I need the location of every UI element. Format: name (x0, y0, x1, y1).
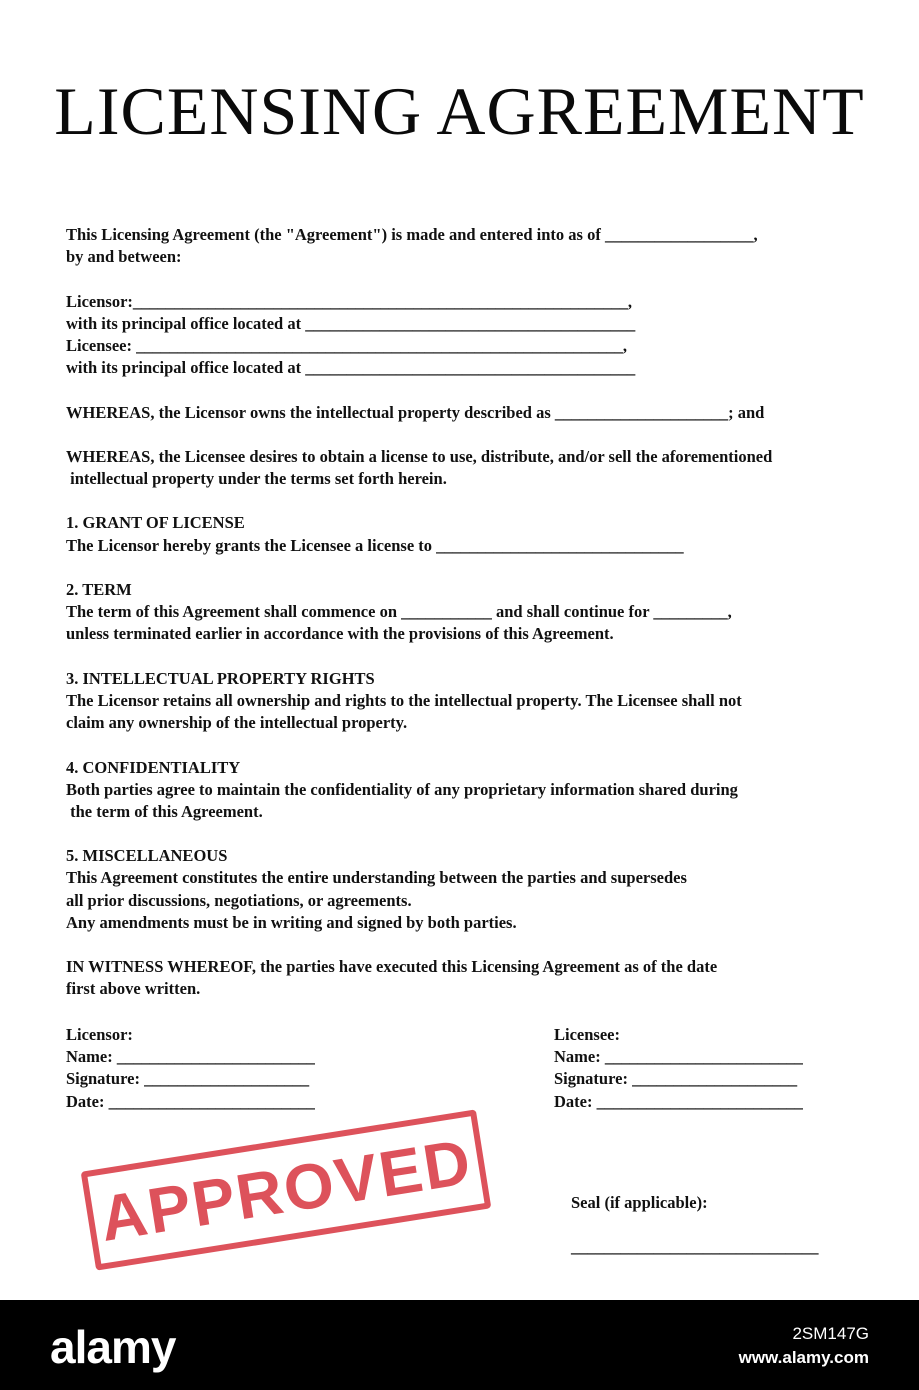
agreement-line: 4. CONFIDENTIALITY (66, 757, 241, 777)
agreement-line: unless terminated earlier in accordance with the provisions of this Agreement. (66, 624, 614, 644)
blank-line (66, 934, 866, 956)
blank-line (66, 557, 866, 579)
watermark-footer (0, 1300, 919, 1390)
agreement-line: WHEREAS, the Licensee desires to obtain a license to use, distribute, and/or sell the aforementioned (66, 446, 773, 466)
agreement-line: IN WITNESS WHEREOF, the parties have executed this Licensing Agreement as of the date (66, 957, 718, 977)
agreement-line: WHEREAS, the Licensor owns the intellectual property described as _____________________; and (66, 402, 765, 422)
seal-label: Seal (if applicable): (571, 1193, 708, 1212)
blank-line (66, 268, 866, 290)
agreement-line: by and between: (66, 247, 182, 267)
document-title: LICENSING AGREEMENT (54, 73, 865, 149)
agreement-line: The Licensor hereby grants the Licensee a license to ______________________________ (66, 535, 684, 555)
blank-line (66, 379, 866, 401)
licensor-field: Signature: ____________________ (66, 1069, 310, 1089)
agreement-line: 3. INTELLECTUAL PROPERTY RIGHTS (66, 668, 375, 688)
agreement-line: first above written. (66, 979, 201, 999)
licensee-field: Date: _________________________ (554, 1091, 803, 1111)
seal-line: ______________________________ (571, 1237, 819, 1257)
licensee-field: Name: ________________________ (554, 1047, 803, 1067)
blank-line (66, 646, 866, 668)
licensor-field: Date: _________________________ (66, 1091, 315, 1111)
seal-block (571, 1192, 819, 1259)
agreement-line: The term of this Agreement shall commence on ___________ and shall continue for _________, (66, 602, 732, 622)
agreement-line: This Licensing Agreement (the "Agreement") is made and entered into as of __________________, (66, 225, 758, 244)
licensor-field: Licensor: (66, 1025, 133, 1044)
agreement-line: with its principal office located at ________________________________________ (66, 313, 636, 333)
agreement-line: 2. TERM (66, 580, 132, 599)
agreement-line: intellectual property under the terms set forth herein. (66, 469, 447, 489)
blank-line (66, 823, 866, 845)
blank-line (66, 734, 866, 756)
agreement-line: claim any ownership of the intellectual property. (66, 713, 408, 733)
agreement-line: Licensor:____________________________________________________________, (66, 291, 633, 311)
agreement-body (66, 224, 866, 1001)
agreement-line: the term of this Agreement. (66, 801, 263, 821)
agreement-line: The Licensor retains all ownership and rights to the intellectual property. The Licensee shall not (66, 690, 742, 710)
blank-line (66, 424, 866, 446)
agreement-line: with its principal office located at ________________________________________ (66, 358, 636, 378)
agreement-line: 1. GRANT OF LICENSE (66, 513, 245, 533)
blank-line (66, 490, 866, 512)
licensee-field: Licensee: (554, 1025, 620, 1044)
licensor-field: Name: ________________________ (66, 1047, 315, 1067)
agreement-line: all prior discussions, negotiations, or agreements. (66, 890, 412, 910)
watermark-url: www.alamy.com (738, 1348, 869, 1367)
alamy-logo: alamy (50, 1321, 176, 1373)
licensor-signature-block (66, 1024, 315, 1113)
licensee-signature-block (554, 1024, 803, 1113)
agreement-line: Any amendments must be in writing and signed by both parties. (66, 912, 517, 932)
agreement-line: Both parties agree to maintain the confidentiality of any proprietary information shared during (66, 779, 738, 799)
approved-stamp (81, 1109, 492, 1270)
licensee-field: Signature: ____________________ (554, 1069, 798, 1089)
image-id: 2SM147G (792, 1324, 869, 1343)
agreement-line: This Agreement constitutes the entire understanding between the parties and supersedes (66, 868, 687, 888)
agreement-line: 5. MISCELLANEOUS (66, 846, 228, 866)
agreement-line: Licensee: ___________________________________________________________, (66, 335, 627, 355)
stamp-text: APPROVED (95, 1125, 477, 1255)
